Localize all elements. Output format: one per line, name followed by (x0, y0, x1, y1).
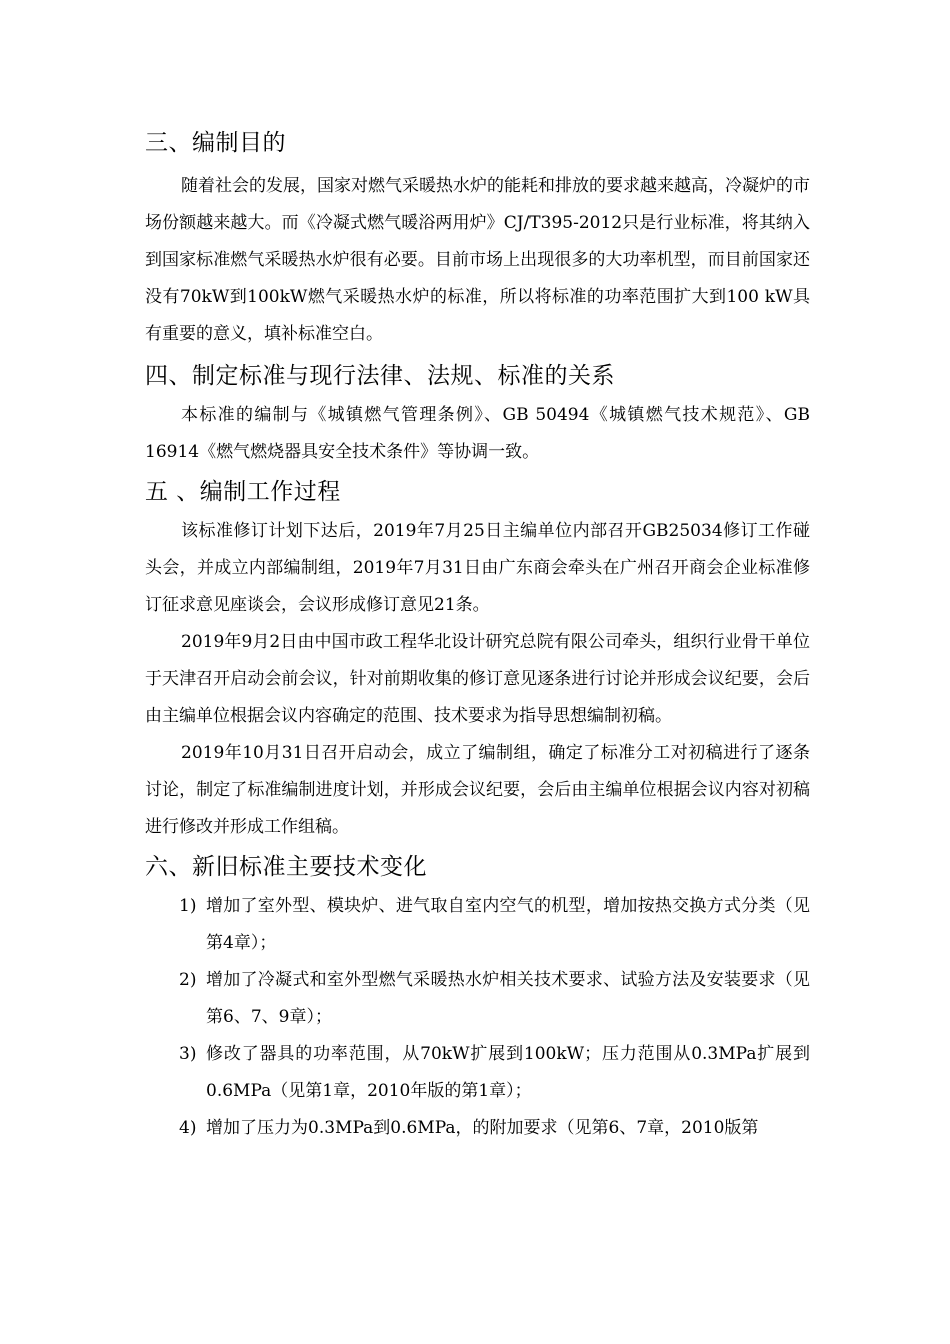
section-paragraph-process-2: 2019年9月2日由中国市政工程华北设计研究总院有限公司牵头，组织行业骨干单位于天津召开启动会前会议，针对前期收集的修订意见逐条进行讨论并形成会议纪要，会后由主编单位根据会议内容确定的范围、技术要求为指导思想编制初稿。 (145, 632, 810, 726)
section-heading-relations: 四、制定标准与现行法律、法规、标准的关系 (145, 363, 615, 389)
list-item-number: 1) (179, 896, 197, 916)
list-item-number: 2) (179, 970, 197, 990)
section-paragraph-relations: 本标准的编制与《城镇燃气管理条例》、GB 50494《城镇燃气技术规范》、GB 16914《燃气燃烧器具安全技术条件》等协调一致。 (145, 405, 810, 462)
list-item-number: 3) (179, 1044, 197, 1064)
list-item (145, 1110, 810, 1147)
list-item-text: 增加了冷凝式和室外型燃气采暖热水炉相关技术要求、试验方法及安装要求（见第6、7、9章）； (206, 970, 810, 1027)
list-item (145, 1036, 810, 1110)
list-item (145, 888, 810, 962)
list-item-number: 4) (179, 1118, 197, 1138)
section-heading-purpose: 三、编制目的 (145, 130, 286, 156)
list-item-text: 修改了器具的功率范围，从70kW扩展到100kW；压力范围从0.3MPa扩展到0.6MPa（见第1章，2010年版的第1章）； (206, 1044, 810, 1101)
document-page (145, 122, 810, 1147)
section-paragraph-purpose: 随着社会的发展，国家对燃气采暖热水炉的能耗和排放的要求越来越高，冷凝炉的市场份额越来越大。而《冷凝式燃气暖浴两用炉》CJ/T395-2012只是行业标准，将其纳入到国家标准燃气采暖热水炉很有必要。目前市场上出现很多的大功率机型，而目前国家还没有70kW到100kW燃气采暖热水炉的标准，所以将标准的功率范围扩大到100 kW具有重要的意义，填补标准空白。 (145, 176, 810, 344)
list-item (145, 962, 810, 1036)
section-paragraph-process-1: 该标准修订计划下达后，2019年7月25日主编单位内部召开GB25034修订工作碰头会，并成立内部编制组，2019年7月31日由广东商会牵头在广州召开商会企业标准修订征求意见座谈会，会议形成修订意见21条。 (145, 521, 810, 615)
section-heading-changes: 六、新旧标准主要技术变化 (145, 854, 427, 880)
list-item-text: 增加了室外型、模块炉、进气取自室内空气的机型，增加按热交换方式分类（见第4章）； (206, 896, 810, 953)
section-paragraph-process-3: 2019年10月31日召开启动会，成立了编制组，确定了标准分工对初稿进行了逐条讨论，制定了标准编制进度计划，并形成会议纪要，会后由主编单位根据会议内容对初稿进行修改并形成工作组稿。 (145, 743, 810, 837)
section-heading-process: 五 、编制工作过程 (145, 479, 341, 505)
changes-list (145, 888, 810, 1147)
list-item-text: 增加了压力为0.3MPa到0.6MPa，的附加要求（见第6、7章，2010版第 (206, 1118, 759, 1138)
